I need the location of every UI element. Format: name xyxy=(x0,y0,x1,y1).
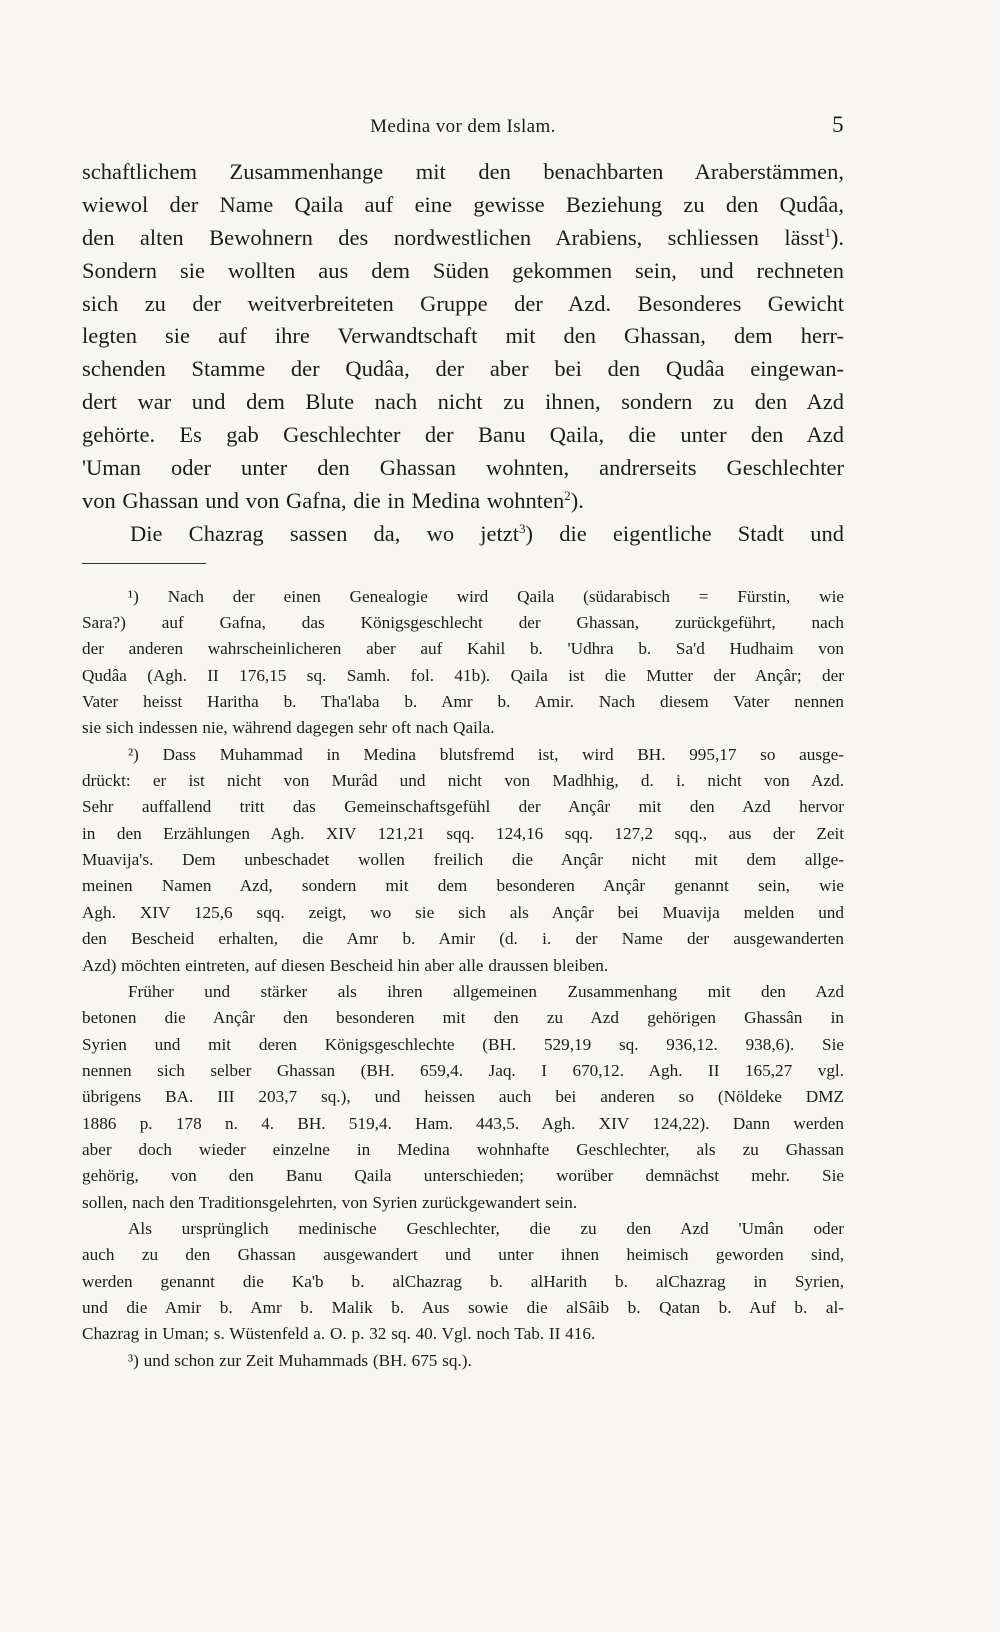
footnote-line: den Bescheid erhalten, die Amr b. Amir (d. i. der Name der ausgewanderten xyxy=(82,929,844,949)
footnote-line: der anderen wahrscheinlicheren aber auf Kahil b. 'Udhra b. Sa'd Hudhaim von xyxy=(82,639,844,659)
text-line-content: Sondern sie wollten aus dem Süden gekommen sein, und rechneten xyxy=(82,257,844,283)
footnote-line: Azd) möchten eintreten, auf diesen Bescheid hin aber alle draussen bleiben. xyxy=(82,955,609,975)
footnote-line: übrigens BA. III 203,7 sq.), und heissen auch bei anderen so (Nöldeke DMZ xyxy=(82,1087,844,1107)
text-line xyxy=(82,452,844,485)
text-line-content: dert war und dem Blute nach nicht zu ihnen, sondern zu den Azd xyxy=(82,389,844,415)
footnote-line: drückt: er ist nicht von Murâd und nicht von Madhhig, d. i. nicht von Azd. xyxy=(82,771,844,791)
footnote-line: Früher und stärker als ihren allgemeinen Zusammenhang mit den Azd xyxy=(128,981,844,1001)
footnote-line: aber doch wieder einzelne in Medina wohnhafte Geschlechter, als zu Ghassan xyxy=(82,1139,844,1159)
footnote-line: Sehr auffallend tritt das Gemeinschaftsgefühl der Ançâr mit den Azd hervor xyxy=(82,797,844,817)
footnote-line: betonen die Ançâr den besonderen mit den zu Azd gehörigen Ghassân in xyxy=(82,1008,844,1028)
footnote-line: Qudâa (Agh. II 176,15 sq. Samh. fol. 41b). Qaila ist die Mutter der Ançâr; der xyxy=(82,665,844,685)
footnote-marker[interactable]: 1 xyxy=(824,224,831,240)
footnote-line: Vater heisst Haritha b. Tha'laba b. Amr b. Amir. Nach diesem Vater nennen xyxy=(82,692,844,712)
footnote-line: 1886 p. 178 n. 4. BH. 519,4. Ham. 443,5. Agh. XIV 124,22). Dann werden xyxy=(82,1113,844,1133)
text-line-content: gehörte. Es gab Geschlechter der Banu Qaila, die unter den Azd xyxy=(82,422,844,448)
text-line-content: 'Uman oder unter den Ghassan wohnten, andrerseits Geschlechter xyxy=(82,455,844,481)
footnote-line: sollen, nach den Traditionsgelehrten, von Syrien zurückgewandert sein. xyxy=(82,1192,578,1212)
footnotes xyxy=(82,584,844,1374)
text-line-tail: ). xyxy=(570,487,584,513)
footnote-line: in den Erzählungen Agh. XIV 121,21 sqq. 124,16 sqq. 127,2 sqq., aus der Zeit xyxy=(82,823,844,843)
text-line xyxy=(82,255,844,288)
footnote-line: nennen sich selber Ghassan (BH. 659,4. Jaq. I 670,12. Agh. II 165,27 vgl. xyxy=(82,1060,844,1080)
text-line xyxy=(82,156,844,189)
text-line-content: wiewol der Name Qaila auf eine gewisse Beziehung zu den Qudâa, xyxy=(82,191,844,217)
footnote-marker[interactable]: 3 xyxy=(519,520,526,536)
running-title: Medina vor dem Islam. xyxy=(370,116,556,137)
text-line xyxy=(82,518,844,551)
text-line xyxy=(82,222,844,255)
footnote-line: ¹) Nach der einen Genealogie wird Qaila (südarabisch = Fürstin, wie xyxy=(128,586,844,606)
main-text xyxy=(82,156,844,551)
text-line-content: von Ghassan und von Gafna, die in Medina wohnten xyxy=(82,487,565,513)
footnote-line: und die Amir b. Amr b. Malik b. Aus sowie die alSâib b. Qatan b. Auf b. al- xyxy=(82,1297,844,1317)
page-header xyxy=(82,108,844,148)
text-line-content: den alten Bewohnern des nordwestlichen Arabiens, schliessen lässt xyxy=(82,224,825,250)
text-line-tail: ) die eigentliche Stadt und xyxy=(525,520,844,546)
footnote-line: ³) und schon zur Zeit Muhammads (BH. 675 sq.). xyxy=(128,1350,472,1370)
text-line-content: legten sie auf ihre Verwandtschaft mit den Ghassan, dem herr- xyxy=(82,323,844,349)
text-line-content: Die Chazrag sassen da, wo jetzt xyxy=(130,520,520,546)
footnote-line: gehörig, von den Banu Qaila unterschieden; worüber demnächst mehr. Sie xyxy=(82,1166,844,1186)
text-line xyxy=(82,386,844,419)
text-line-content: schenden Stamme der Qudâa, der aber bei den Qudâa eingewan- xyxy=(82,356,844,382)
text-line-content: sich zu der weitverbreiteten Gruppe der Azd. Besonderes Gewicht xyxy=(82,290,844,316)
text-line xyxy=(82,485,844,518)
footnote-line: Sara?) auf Gafna, das Königsgeschlecht der Ghassan, zurückgeführt, nach xyxy=(82,613,844,633)
page-number: 5 xyxy=(832,112,844,137)
footnote-marker[interactable]: 2 xyxy=(564,487,571,503)
text-line-tail: ). xyxy=(830,224,844,250)
footnote-line: Syrien und mit deren Königsgeschlechte (BH. 529,19 sq. 936,12. 938,6). Sie xyxy=(82,1034,844,1054)
footnote-line: Chazrag in Uman; s. Wüstenfeld a. O. p. 32 sq. 40. Vgl. noch Tab. II 416. xyxy=(82,1324,596,1344)
text-line xyxy=(82,419,844,452)
footnote-line: Als ursprünglich medinische Geschlechter, die zu den Azd 'Umân oder xyxy=(128,1218,844,1238)
footnote-line: ²) Dass Muhammad in Medina blutsfremd ist, wird BH. 995,17 so ausge- xyxy=(128,744,844,764)
footnote-separator xyxy=(82,563,206,564)
text-line xyxy=(82,320,844,353)
document-page xyxy=(82,108,844,1608)
text-line xyxy=(82,189,844,222)
footnote-line: meinen Namen Azd, sondern mit dem besonderen Ançâr genannt sein, wie xyxy=(82,876,844,896)
text-line xyxy=(82,288,844,321)
footnote-line: Muavija's. Dem unbeschadet wollen freilich die Ançâr nicht mit dem allge- xyxy=(82,850,844,870)
text-line-content: schaftlichem Zusammenhange mit den benachbarten Araberstämmen, xyxy=(82,159,844,184)
footnote-line: werden genannt die Ka'b b. alChazrag b. alHarith b. alChazrag in Syrien, xyxy=(82,1271,844,1291)
footnote-line: auch zu den Ghassan ausgewandert und unter ihnen heimisch geworden sind, xyxy=(82,1245,844,1265)
footnote-line: Agh. XIV 125,6 sqq. zeigt, wo sie sich als Ançâr bei Muavija melden und xyxy=(82,902,844,922)
text-line xyxy=(82,353,844,386)
footnote-line: sie sich indessen nie, während dagegen sehr oft nach Qaila. xyxy=(82,718,495,738)
